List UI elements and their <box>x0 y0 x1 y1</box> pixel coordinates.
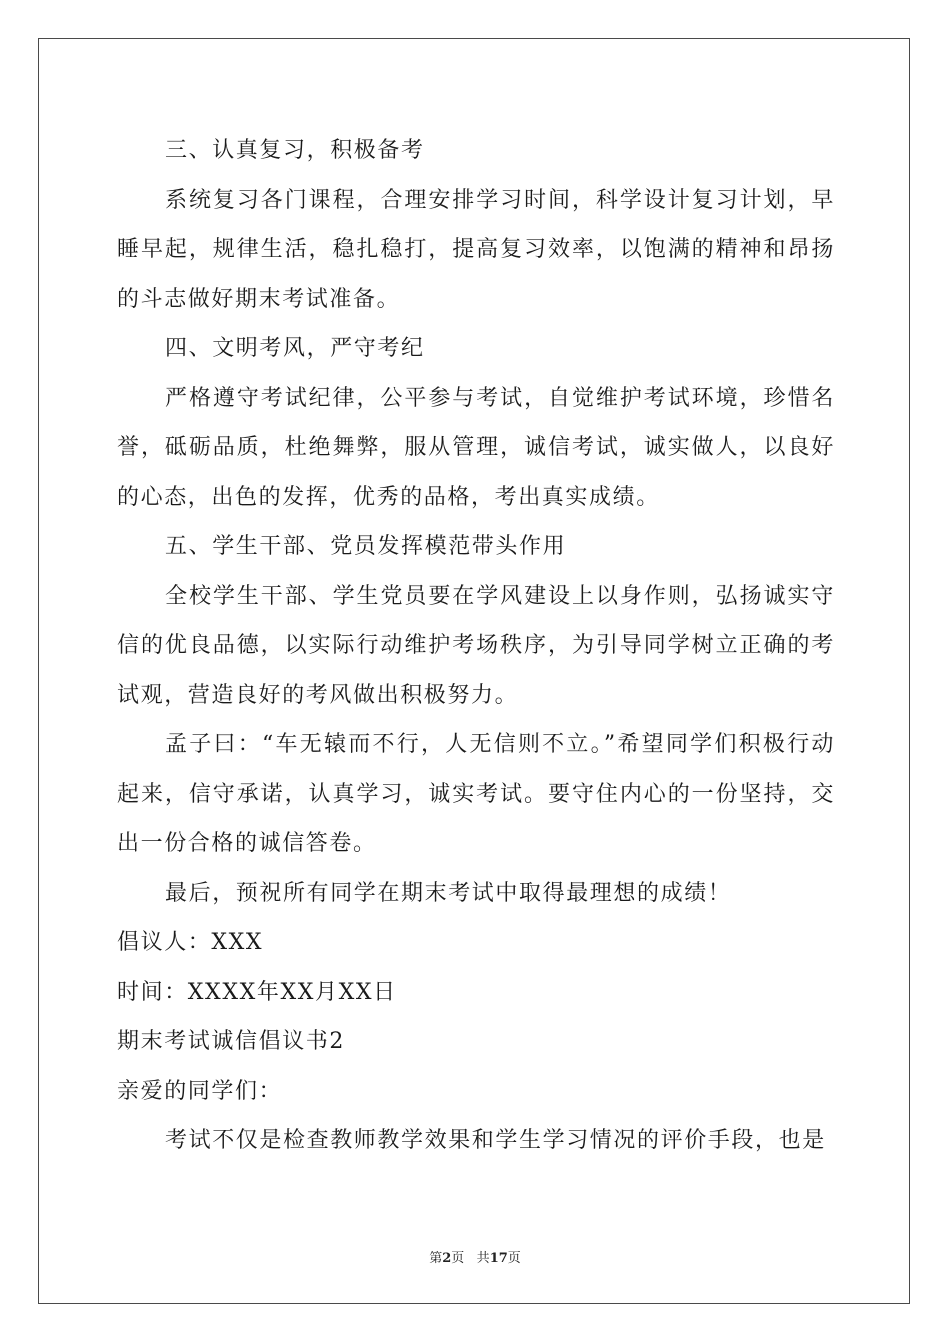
footer-total-suffix: 页 <box>507 1251 521 1266</box>
footer-total-pages: 17 <box>489 1251 508 1266</box>
paragraph-cadres: 全校学生干部、学生党员要在学风建设上以身作则，弘扬诚实守信的优良品德，以实际行动维护考场秩序，为引导同学树立正确的考试观，营造良好的考风做出积极努力。 <box>117 583 835 708</box>
footer-page-number: 2 <box>442 1251 452 1266</box>
salutation: 亲爱的同学们： <box>117 1078 283 1104</box>
footer-prefix: 第 <box>429 1251 443 1266</box>
paragraph-mencius: 孟子曰：“车无辕而不行，人无信则不立。”希望同学们积极行动起来，信守承诺，认真学习，诚实考试。要守住内心的一份坚持，交出一份合格的诚信答卷。 <box>117 732 835 856</box>
signatory-line: 倡议人：XXX <box>117 930 264 955</box>
paragraph-review: 系统复习各门课程，合理安排学习时间，科学设计复习计划，早睡早起，规律生活，稳扎稳打，提高复习效率，以饱满的精神和昂扬的斗志做好期末考试准备。 <box>117 187 835 312</box>
heading-section-5: 五、学生干部、党员发挥模范带头作用 <box>165 534 567 559</box>
page-footer <box>0 1247 950 1266</box>
paragraph-closing-wish: 最后，预祝所有同学在期末考试中取得最理想的成绩！ <box>165 880 732 906</box>
heading-section-4: 四、文明考风，严守考纪 <box>165 336 425 361</box>
paragraph-exam-intro: 考试不仅是检查教师教学效果和学生学习情况的评价手段，也是 <box>165 1128 826 1153</box>
footer-total-prefix: 共 <box>476 1251 490 1266</box>
date-line: 时间：XXXX年XX月XX日 <box>117 979 397 1005</box>
heading-section-3: 三、认真复习，积极备考 <box>165 138 425 163</box>
document-title-2: 期末考试诚信倡议书2 <box>117 1029 345 1054</box>
document-body <box>117 126 835 1166</box>
paragraph-discipline: 严格遵守考试纪律，公平参与考试，自觉维护考试环境，珍惜名誉，砥砺品质，杜绝舞弊，服从管理，诚信考试，诚实做人，以良好的心态，出色的发挥，优秀的品格，考出真实成绩。 <box>117 385 835 510</box>
footer-page-suffix: 页 <box>451 1251 465 1266</box>
